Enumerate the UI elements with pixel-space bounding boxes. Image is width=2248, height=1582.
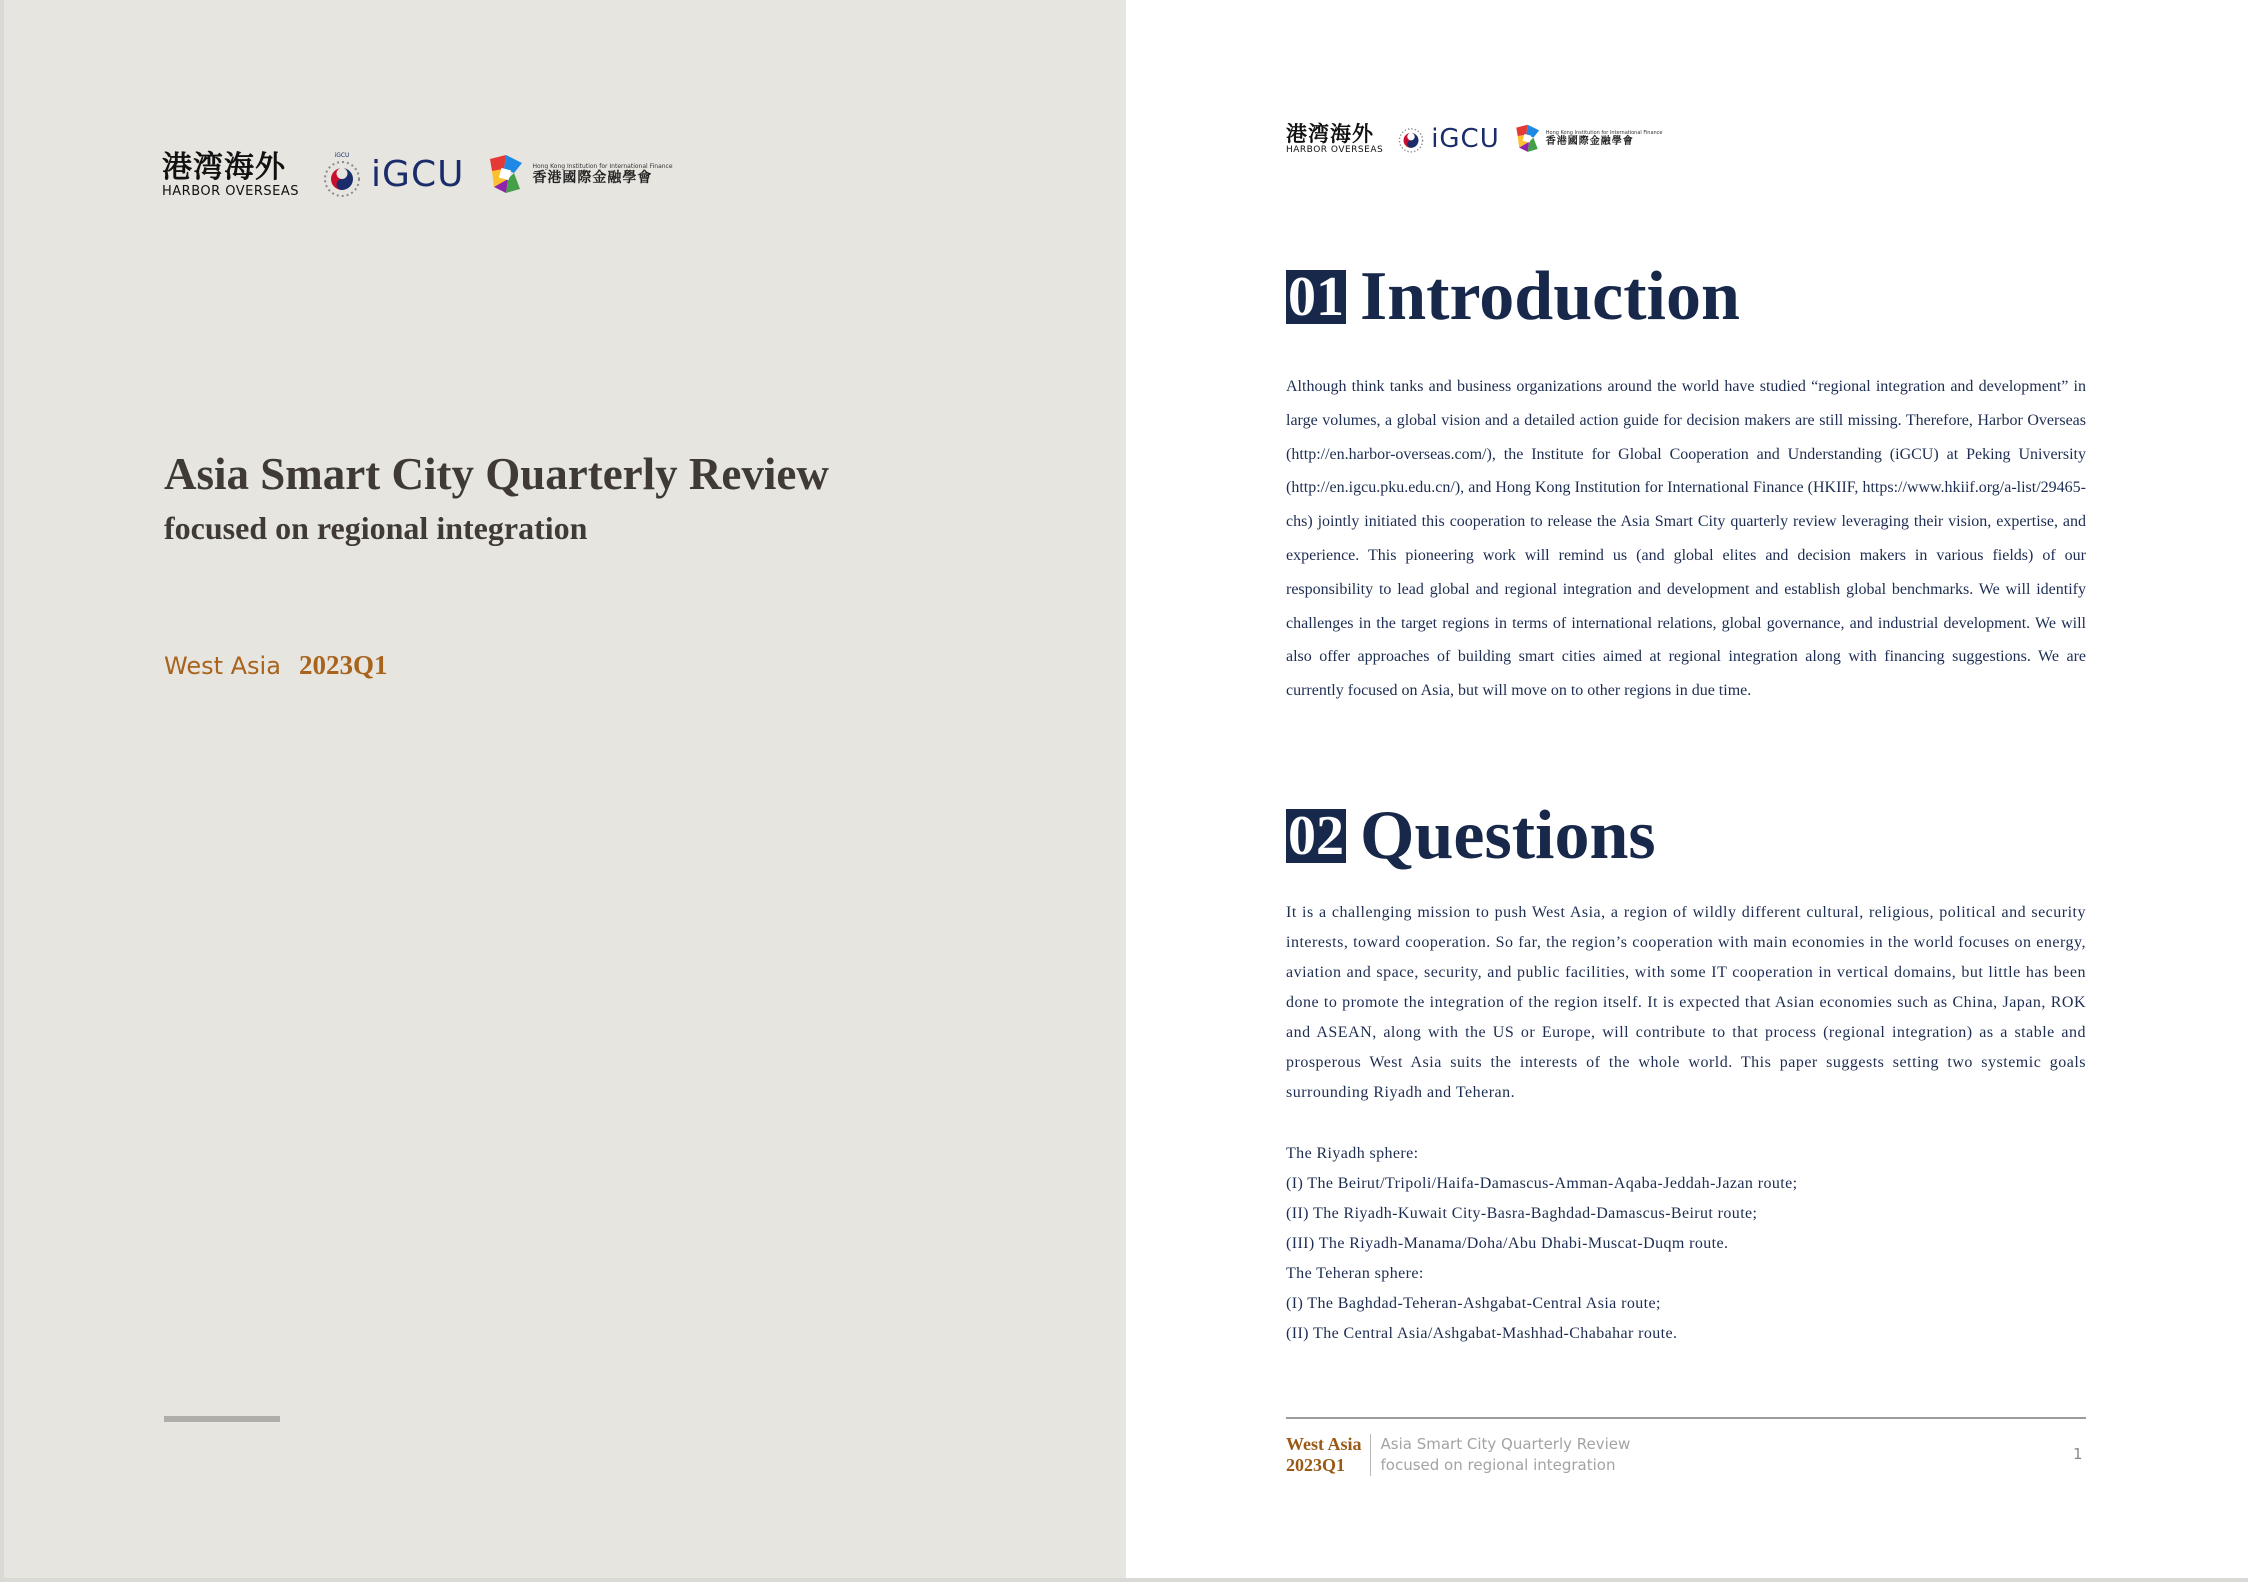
page-number: 1 (2073, 1445, 2083, 1463)
section-heading-introduction (1286, 258, 1740, 335)
section-title: Questions (1360, 797, 1656, 874)
partner-logos (162, 150, 673, 200)
hkiif-logo-cn: 香港國際金融學會 (532, 169, 653, 186)
header-harbor-logo-cn: 港湾海外 (1286, 121, 1374, 146)
cover-divider (164, 1416, 280, 1422)
cover-edition-tag (164, 650, 387, 681)
footer-divider (1286, 1417, 2086, 1419)
section-heading-questions (1286, 797, 1656, 874)
footer-title: Asia Smart City Quarterly Review (1380, 1435, 1631, 1453)
igcu-wordmark: iGCU (371, 154, 465, 195)
header-hkiif-emblem-icon (1512, 123, 1542, 155)
route-line: The Riyadh sphere: (1286, 1145, 1419, 1162)
footer-period: 2023Q1 (1286, 1455, 1346, 1475)
header-harbor-logo (1286, 121, 1384, 155)
harbor-logo-cn: 港湾海外 (162, 149, 286, 185)
route-line: (II) The Central Asia/Ashgabat-Mashhad-Chabahar route. (1286, 1325, 1678, 1342)
harbor-overseas-logo (162, 149, 300, 199)
section-title: Introduction (1360, 258, 1740, 335)
route-line: (I) The Beirut/Tripoli/Haifa-Damascus-Amman-Aqaba-Jeddah-Jazan route; (1286, 1175, 1798, 1192)
footer-subtitle: focused on regional integration (1380, 1456, 1616, 1474)
cover-subtitle: focused on regional integration (164, 510, 588, 546)
igcu-emblem-text: iGCU (334, 152, 350, 159)
igcu-emblem-icon (319, 150, 365, 200)
hkiif-logo-en: Hong Kong Institution for International Finance (532, 163, 673, 170)
route-line: (III) The Riyadh-Manama/Doha/Abu Dhabi-Muscat-Duqm route. (1286, 1235, 1729, 1252)
cover-title: Asia Smart City Quarterly Review (164, 449, 829, 499)
harbor-logo-en: HARBOR OVERSEAS (162, 183, 300, 199)
header-harbor-logo-en: HARBOR OVERSEAS (1286, 144, 1384, 155)
content-page (1126, 0, 2248, 1578)
header-hkiif-logo (1512, 123, 1663, 155)
cover-region: West Asia (164, 652, 281, 680)
section-number-badge: 01 (1288, 266, 1344, 328)
header-igcu-emblem-icon (1395, 122, 1427, 156)
page-footer (1286, 1434, 1630, 1476)
igcu-logo (319, 150, 464, 200)
hkiif-logo (484, 153, 672, 197)
section-number-badge: 02 (1288, 805, 1344, 867)
header-igcu-wordmark: iGCU (1431, 124, 1500, 154)
route-line: (II) The Riyadh-Kuwait City-Basra-Baghdad-Damascus-Beirut route; (1286, 1205, 1758, 1222)
hkiif-emblem-icon (484, 153, 526, 197)
route-list (1286, 1139, 1797, 1349)
header-hkiif-logo-cn: 香港國際金融學會 (1545, 136, 1634, 148)
cover-period: 2023Q1 (298, 650, 388, 680)
header-hkiif-logo-en: Hong Kong Institution for International Finance (1545, 129, 1663, 136)
header-igcu-logo (1395, 122, 1500, 156)
header-partner-logos (1286, 122, 1663, 156)
questions-paragraph: It is a challenging mission to push West Asia, a region of wildly different cultural, religious, political and security interests, toward cooperation. So far, the region’s cooperation with main economies in the world focuses on energy, aviation and space, security, and public facilities, with some IT cooperation in vertical domains, but little has been done to promote the integration of the region itself. It is expected that Asian economies such as China, Japan, ROK and ASEAN, along with the US or Europe, will contribute to that process (regional integration) as a stable and prosperous West Asia suits the interests of the whole world. This paper suggests setting two systemic goals surrounding Riyadh and Teheran. (1286, 904, 2086, 1101)
introduction-paragraph: Although think tanks and business organizations around the world have studied “regional integration and development” in large volumes, a global vision and a detailed action guide for decision makers are still missing. Therefore, Harbor Overseas (http://en.harbor-overseas.com/), the Institute for Global Cooperation and Understanding (iGCU) at Peking University (http://en.igcu.pku.edu.cn/), and Hong Kong Institution for International Finance (HKIIF, https://www.hkiif.org/a-list/29465-chs) jointly initiated this cooperation to release the Asia Smart City quarterly review leveraging their vision, expertise, and experience. This pioneering work will remind us (and global elites and decision makers in various fields) of our responsibility to lead global and regional integration and development and establish global benchmarks. We will identify challenges in the target regions in terms of international relations, global governance, and industrial development. We will also offer approaches of building smart cities aimed at regional integration along with financing suggestions. We are currently focused on Asia, but will move on to other regions in due time. (1286, 378, 2086, 700)
route-line: The Teheran sphere: (1286, 1265, 1424, 1282)
footer-region: West Asia (1286, 1434, 1362, 1454)
cover-page (4, 0, 1126, 1578)
route-line: (I) The Baghdad-Teheran-Ashgabat-Central Asia route; (1286, 1295, 1661, 1312)
